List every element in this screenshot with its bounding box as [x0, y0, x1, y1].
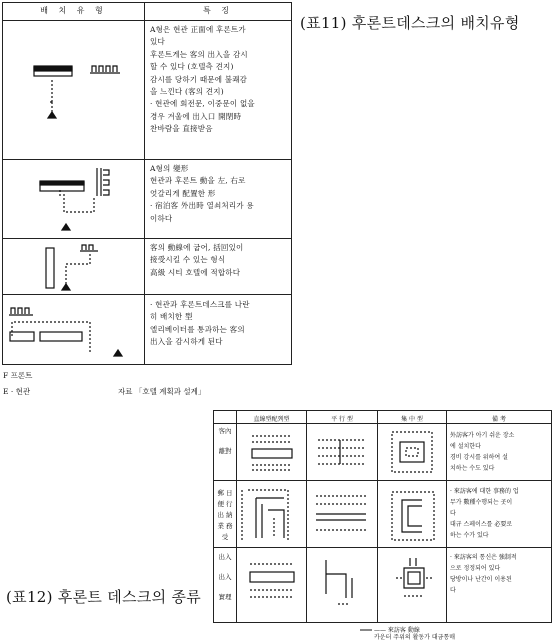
table11-header-layout: 배 치 유 형	[40, 6, 107, 15]
type-diagram-central-1	[392, 432, 432, 472]
type-diagram-parallel-2	[316, 496, 366, 530]
table12-col-central: 集 中 型	[401, 416, 423, 423]
table12-row2-label: 郵 日 便 行 出 納 業 務 受	[217, 489, 233, 541]
type-diagram-central-3	[396, 558, 432, 596]
type-diagram-parallel-1	[318, 440, 364, 464]
table12-row3-note: · 來訪客의 통신은 強制적 으로 정정되어 있다 당방이나 난간이 이용된 다	[450, 554, 517, 594]
source-note: 자료 「호텔 계획과 설계」	[118, 387, 206, 396]
table12-row1-note: 外訪客가 아기 쉬운 장소 에 설치한다 경비 강시를 위하여 설 치하는 수도 있다	[450, 432, 515, 472]
table11-title: (표11) 후론트데스크의 배치유형	[300, 14, 520, 32]
table12-legend-line2: 카운터 주위의 활동가 대금통매	[374, 634, 456, 641]
type-diagram-parallel-3	[326, 560, 352, 604]
type-diagram-linear-3	[250, 564, 294, 597]
table12-legend-line1: —— 來訪客 動線	[374, 627, 420, 634]
table12-title: (표12) 후론트 데스크의 종류	[6, 588, 202, 606]
table12-col-parallel: 平 行 型	[331, 416, 353, 423]
table12-col-linear: 直線型配列型	[253, 416, 290, 423]
type-diagram-linear-2	[242, 490, 288, 540]
table11-row4-text: · 현관과 후론트데스크를 나란 히 배치한 型 엘리베이터를 통과하는 客의 出入을 감시하게 된다	[150, 300, 250, 347]
table11-row3-text: 客의 動線에 굽어, 括回있이 接受시킬 수 있는 형식 高級 시티 호텔에 적합하다	[150, 243, 244, 277]
table12-col-remarks: 備 考	[492, 416, 506, 423]
type-diagram-linear-1	[252, 436, 292, 470]
table11-header-features: 특 징	[203, 6, 233, 15]
table12-row3-label: 出入 出入 實理	[218, 553, 232, 601]
table12-row2-note: · 來訪客에 대한 事務的 업 무가 數種수행되는 곳이 다 대규 스페이스를 必要로 하는 수가 있다	[450, 488, 519, 539]
table12-row1-label: 客內 離對	[218, 427, 232, 455]
type-diagram-central-2	[392, 492, 434, 540]
table11-row2-text: A형의 變形 현관과 후론트 動을 左, 右로 엇갈리게 配置한 形 · 宿泊客 外出時 열쇠처리가 용 이하다	[150, 164, 254, 223]
table11-row1-text: A형은 현관 正面에 후론트가 있다 후론트게는 客의 出入을 감시 할 수 있다 (호텔측 견지) 감시를 당하기 때문에 불쾌감 을 느낀다 (客의 견지) · 현관에 회전문, 이중문이 없을 경우 겨울에 出入口 開閉時 찬바람을 直接받음	[150, 25, 255, 134]
legend-front: F 프론트	[3, 371, 33, 380]
legend-entrance: E · 현관	[3, 387, 31, 396]
